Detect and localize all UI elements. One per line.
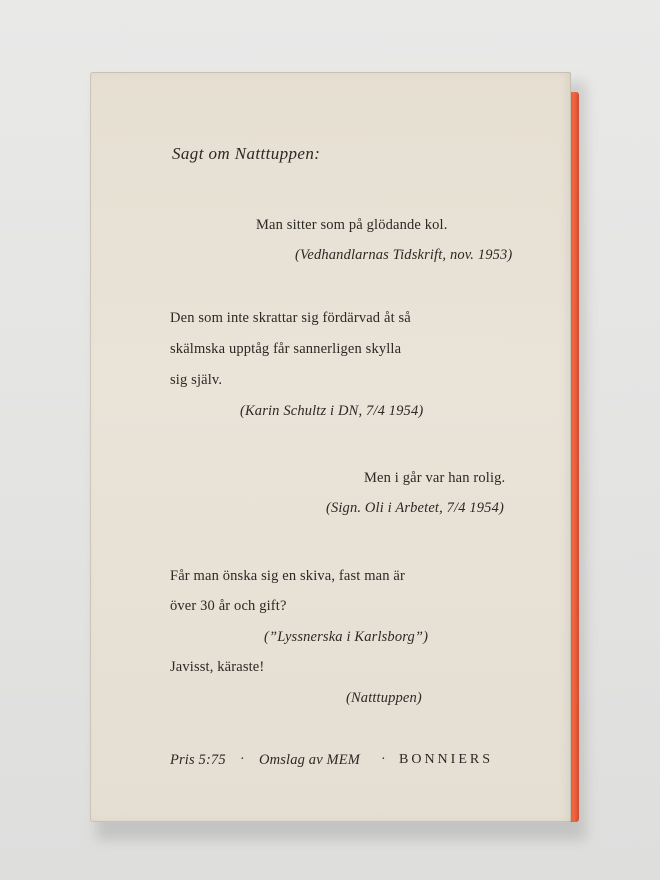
footer-cover-credit: Omslag av MEM xyxy=(259,752,361,768)
footer-separator-2: · xyxy=(381,752,386,767)
quote-3-source: (Sign. Oli i Arbetet, 7/4 1954) xyxy=(326,500,504,516)
footer-publisher: BONNIERS xyxy=(399,752,494,767)
quote-4-line-1: Får man önska sig en skiva, fast man är xyxy=(170,568,405,584)
quote-4-reply: Javisst, käraste! xyxy=(170,659,265,675)
quote-2-source: (Karin Schultz i DN, 7/4 1954) xyxy=(240,403,424,419)
footer-separator-1: · xyxy=(240,752,245,767)
quote-1-source: (Vedhandlarnas Tidskrift, nov. 1953) xyxy=(295,247,513,263)
quote-2-line-1: Den som inte skrattar sig fördärvad åt så xyxy=(170,310,411,326)
quote-4-source: (”Lyssnerska i Karlsborg”) xyxy=(264,629,429,645)
book-back-cover xyxy=(90,72,571,822)
footer-price: Pris 5:75 xyxy=(170,752,226,768)
quote-2-line-3: sig själv. xyxy=(170,372,223,388)
quote-2-line-2: skälmska upptåg får sannerligen skylla xyxy=(170,341,402,357)
quote-3-line-1: Men i går var han rolig. xyxy=(364,470,506,486)
quote-4-line-2: över 30 år och gift? xyxy=(170,598,287,614)
quote-1-line-1: Man sitter som på glödande kol. xyxy=(256,217,448,233)
quote-4-reply-source: (Natttuppen) xyxy=(346,690,422,706)
cover-heading: Sagt om Natttuppen: xyxy=(172,144,321,163)
